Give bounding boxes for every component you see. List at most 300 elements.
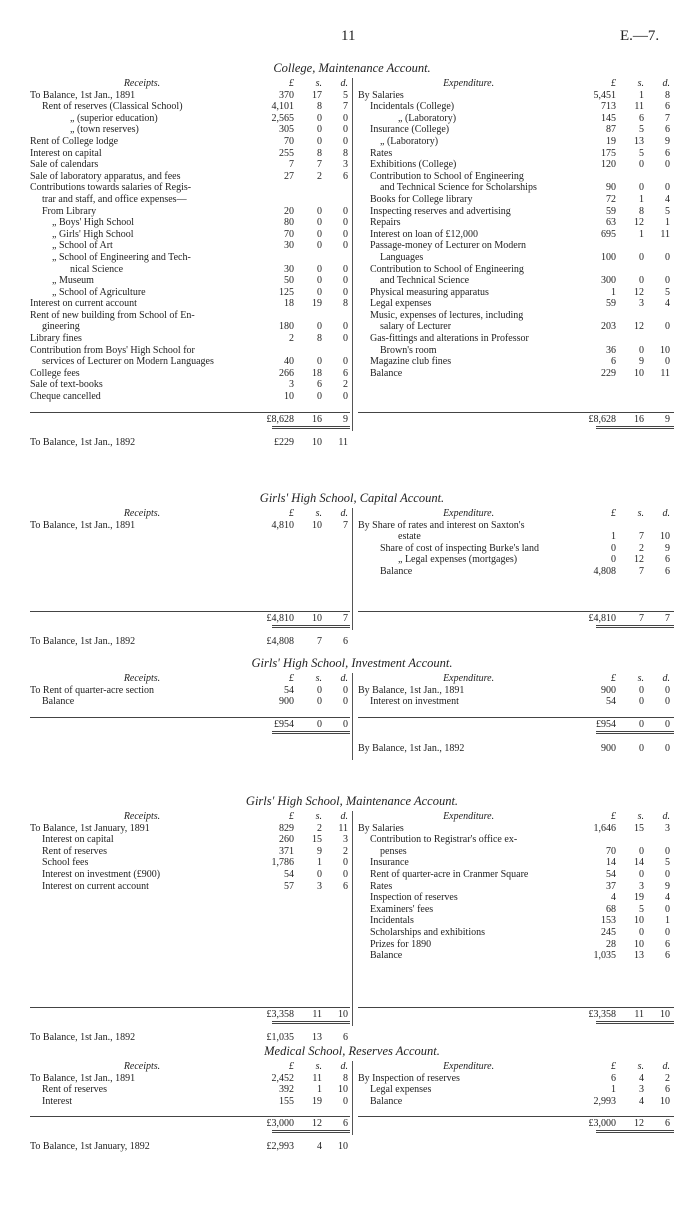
receipt-row: [30, 90, 350, 102]
expenditure-row-pounds: 0: [611, 542, 616, 554]
receipt-row-label: Sale of calendars: [30, 159, 99, 171]
receipt-row-label: Interest on current account: [42, 880, 149, 892]
receipts-heading-pounds-head: £: [289, 78, 294, 89]
receipts-heading-title: Receipts.: [123, 673, 161, 684]
expenditure-row: [358, 252, 674, 264]
receipt-row: [30, 823, 350, 835]
expenditure-heading: [358, 673, 674, 685]
expenditure-row: [358, 217, 674, 229]
expenditure-row-shillings: 0: [639, 275, 644, 287]
expenditure-row: [358, 554, 674, 566]
expenditure-row-pounds: 36: [606, 344, 616, 356]
expenditure-row-shillings: 0: [639, 696, 644, 708]
expenditure-row: [358, 1084, 674, 1096]
receipts-heading-title: Receipts.: [123, 508, 161, 519]
expenditure-row: [358, 520, 674, 532]
receipts-total-wrap: [30, 611, 350, 628]
receipt-row-shillings: 0: [317, 356, 322, 368]
receipts-heading: [30, 78, 350, 90]
closing-balance-pounds: 900: [601, 742, 616, 754]
expenditure-row-label: Share of cost of inspecting Burke's land: [380, 542, 539, 554]
expenditure-row: [358, 1096, 674, 1108]
expenditure-row-pence: 4: [665, 298, 670, 310]
receipt-row-shillings: 0: [317, 112, 322, 124]
account-columns: [30, 811, 674, 1048]
receipt-row-pence: 7: [343, 519, 348, 531]
expenditure-column: [358, 811, 674, 1024]
expenditure-total-rule: [596, 426, 674, 429]
expenditure-row-label: Gas-fittings and alterations in Professor: [370, 333, 529, 345]
expenditure-heading-pence-head: d.: [662, 78, 670, 89]
closing-balance-pounds: £1,035: [266, 1031, 294, 1043]
expenditure-total: [358, 717, 674, 731]
expenditure-row-shillings: 0: [639, 684, 644, 696]
expenditure-total-shillings: 7: [639, 612, 644, 624]
closing-balance: [30, 1141, 350, 1153]
receipt-row: [30, 252, 350, 264]
expenditure-row-shillings: 0: [639, 868, 644, 880]
expenditure-row-pence: 6: [665, 101, 670, 113]
receipt-row-pence: 0: [343, 205, 348, 217]
receipts-column: [30, 811, 350, 1044]
expenditure-row: [358, 206, 674, 218]
receipt-row-shillings: 2: [317, 170, 322, 182]
expenditure-row: [358, 950, 674, 962]
expenditure-row-label: Balance: [380, 565, 413, 577]
receipt-row: [30, 834, 350, 846]
expenditure-row: [358, 881, 674, 893]
expenditure-row: [358, 685, 674, 697]
receipt-row-label: College fees: [30, 367, 80, 379]
receipt-row-shillings: 17: [312, 89, 322, 101]
receipt-row-pounds: 3: [289, 379, 294, 391]
expenditure-spacer: [358, 708, 674, 714]
receipt-row: [30, 159, 350, 171]
receipt-row-label: „ School of Agriculture: [52, 286, 146, 298]
expenditure-row-pounds: 6: [611, 356, 616, 368]
receipt-row-pounds: 255: [279, 147, 294, 159]
receipt-row-shillings: 19: [312, 298, 322, 310]
expenditure-row-shillings: 10: [634, 938, 644, 950]
expenditure-row: [358, 333, 674, 345]
receipt-row: [30, 379, 350, 391]
expenditure-row-shillings: 19: [634, 892, 644, 904]
expenditure-row-pence: 0: [665, 275, 670, 287]
expenditure-total: [358, 1007, 674, 1021]
receipt-row-pounds: 30: [284, 240, 294, 252]
receipt-row-pounds: 30: [284, 263, 294, 275]
expenditure-row: [358, 136, 674, 148]
expenditure-row-shillings: 2: [639, 542, 644, 554]
expenditure-row-label: salary of Lecturer: [380, 321, 452, 333]
expenditure-row: [358, 124, 674, 136]
receipt-row-shillings: 0: [317, 124, 322, 136]
expenditure-row-pence: 0: [665, 321, 670, 333]
closing-balance-shillings: 7: [317, 635, 322, 647]
receipt-row: [30, 846, 350, 858]
expenditure-row: [358, 159, 674, 171]
receipt-row: [30, 124, 350, 136]
closing-balance-exp: [358, 743, 674, 755]
receipts-total-shillings: 0: [317, 718, 322, 730]
expenditure-row-label: Interest on investment: [370, 696, 459, 708]
receipt-row-pence: 0: [343, 112, 348, 124]
expenditure-row-pence: 9: [665, 542, 670, 554]
receipts-spacer: [30, 403, 350, 409]
expenditure-row-pounds: 59: [606, 298, 616, 310]
expenditure-row-label: Music, expenses of lectures, including: [370, 309, 524, 321]
expenditure-row-pounds: 713: [601, 101, 616, 113]
expenditure-heading: [358, 1061, 674, 1073]
expenditure-row-pounds: 5,451: [593, 89, 616, 101]
receipts-heading-title: Receipts.: [123, 78, 161, 89]
receipt-row-pence: 8: [343, 147, 348, 159]
receipt-row-pence: 3: [343, 834, 348, 846]
expenditure-row-label: Languages: [380, 251, 424, 263]
expenditure-row-label: Contribution to School of Engineering: [370, 263, 524, 275]
receipt-row: [30, 298, 350, 310]
receipt-row-shillings: 0: [317, 275, 322, 287]
expenditure-row-label: Legal expenses: [370, 1084, 432, 1096]
expenditure-row: [358, 229, 674, 241]
receipt-row-label: Interest on current account: [30, 298, 137, 310]
closing-balance: [30, 437, 350, 449]
expenditure-row: [358, 1073, 674, 1085]
receipts-total-pounds: £954: [274, 718, 294, 730]
receipt-row-label: „ Boys' High School: [52, 217, 135, 229]
expenditure-row-pence: 2: [665, 1072, 670, 1084]
receipt-row-label: Rent of reserves: [42, 845, 107, 857]
receipts-column: [30, 673, 350, 734]
receipt-row-pounds: 4,101: [271, 101, 294, 113]
expenditure-heading-pence-head: d.: [662, 1061, 670, 1072]
expenditure-row-shillings: 7: [639, 565, 644, 577]
closing-balance-pence: 0: [665, 742, 670, 754]
expenditure-row: [358, 846, 674, 858]
receipt-row-pence: 0: [343, 356, 348, 368]
receipt-row-label: Contributions towards salaries of Regis-: [30, 182, 192, 194]
receipt-row: [30, 275, 350, 287]
receipt-row-pence: 0: [343, 286, 348, 298]
expenditure-row-label: Scholarships and exhibitions: [370, 926, 485, 938]
expenditure-total-pence: 10: [660, 1008, 670, 1020]
document-code: E.—7.: [620, 28, 660, 44]
expenditure-column: [358, 673, 674, 755]
closing-balance: [30, 636, 350, 648]
account-columns: [30, 673, 674, 758]
receipt-row-label: Rent of new building from School of En-: [30, 309, 195, 321]
receipts-total-shillings: 11: [312, 1008, 322, 1020]
expenditure-row: [358, 310, 674, 322]
receipt-row-pounds: 70: [284, 228, 294, 240]
receipt-row: [30, 101, 350, 113]
receipt-row-pounds: 70: [284, 135, 294, 147]
receipt-row-shillings: 0: [317, 217, 322, 229]
receipt-row-pence: 0: [343, 135, 348, 147]
receipts-heading-pence-head: d.: [340, 508, 348, 519]
receipt-row-shillings: 0: [317, 286, 322, 298]
receipt-row-shillings: 1: [317, 857, 322, 869]
expenditure-row-label: and Technical Science: [380, 275, 470, 287]
receipt-row-shillings: 1: [317, 1084, 322, 1096]
receipt-row-label: gineering: [42, 321, 80, 333]
expenditure-row-shillings: 10: [634, 915, 644, 927]
expenditure-row: [358, 857, 674, 869]
expenditure-heading-title: Expenditure.: [443, 673, 495, 684]
receipt-row: [30, 391, 350, 403]
receipt-row-label: trar and staff, and office expenses—: [42, 193, 187, 205]
expenditure-row: [358, 368, 674, 380]
receipts-spacer: [30, 531, 350, 607]
receipt-row-pounds: 7: [289, 159, 294, 171]
column-divider: [352, 78, 353, 431]
expenditure-row-shillings: 14: [634, 857, 644, 869]
receipt-row-pence: 0: [343, 868, 348, 880]
expenditure-row-pence: 0: [665, 696, 670, 708]
expenditure-heading-pounds-head: £: [611, 508, 616, 519]
receipt-row: [30, 1096, 350, 1108]
receipt-row-shillings: 19: [312, 1095, 322, 1107]
expenditure-row-pence: 5: [665, 286, 670, 298]
receipt-row: [30, 321, 350, 333]
expenditure-row-label: Physical measuring apparatus: [370, 286, 489, 298]
expenditure-heading-pounds-head: £: [611, 673, 616, 684]
closing-balance-label: To Balance, 1st Jan., 1892: [30, 1031, 136, 1043]
expenditure-row-label: Exhibitions (College): [370, 159, 457, 171]
receipt-row-pence: 8: [343, 1072, 348, 1084]
expenditure-row-shillings: 6: [639, 112, 644, 124]
expenditure-row-pence: 6: [665, 938, 670, 950]
expenditure-row-pence: 5: [665, 857, 670, 869]
receipt-row-label: services of Lecturer on Modern Languages: [42, 356, 214, 368]
closing-balance-pence: 10: [338, 1141, 348, 1153]
receipt-row: [30, 113, 350, 125]
expenditure-row-pence: 10: [660, 531, 670, 543]
expenditure-row-pence: 3: [665, 822, 670, 834]
receipt-row-shillings: 0: [317, 684, 322, 696]
receipt-row-shillings: 15: [312, 834, 322, 846]
expenditure-row-pounds: 6: [611, 1072, 616, 1084]
receipt-row-label: Sale of text-books: [30, 379, 103, 391]
receipts-heading-title: Receipts.: [123, 1061, 161, 1072]
expenditure-row-label: estate: [398, 531, 421, 543]
receipt-row-pounds: 829: [279, 822, 294, 834]
expenditure-row-shillings: 5: [639, 124, 644, 136]
expenditure-row-pounds: 100: [601, 251, 616, 263]
expenditure-row: [358, 543, 674, 555]
receipt-row-pounds: 125: [279, 286, 294, 298]
expenditure-row-pence: 6: [665, 554, 670, 566]
receipt-row-label: Contribution from Boys' High School for: [30, 344, 195, 356]
expenditure-row-label: Interest on loan of £12,000: [370, 228, 479, 240]
expenditure-row-pounds: 4,808: [593, 565, 616, 577]
expenditure-heading-shillings-head: s.: [637, 673, 644, 684]
closing-balance: [30, 1032, 350, 1044]
expenditure-row-shillings: 12: [634, 321, 644, 333]
expenditure-row-pounds: 90: [606, 182, 616, 194]
expenditure-row-pounds: 4: [611, 892, 616, 904]
receipts-heading-pounds-head: £: [289, 811, 294, 822]
receipts-total-pence: 0: [343, 718, 348, 730]
expenditure-heading: [358, 78, 674, 90]
receipt-row-label: School fees: [42, 857, 89, 869]
receipt-row-pence: 0: [343, 333, 348, 345]
expenditure-total-pounds: £3,358: [588, 1008, 616, 1020]
expenditure-total-wrap: [358, 1116, 674, 1133]
receipt-row-shillings: 9: [317, 845, 322, 857]
expenditure-row-label: Contribution to School of Engineering: [370, 170, 524, 182]
expenditure-row-pence: 5: [665, 205, 670, 217]
expenditure-row-label: Incidentals (College): [370, 101, 455, 113]
closing-balance-label: To Balance, 1st Jan., 1892: [30, 635, 136, 647]
expenditure-total-pence: 6: [665, 1118, 670, 1130]
expenditure-spacer: [358, 1107, 674, 1113]
receipt-row: [30, 194, 350, 206]
receipts-total-wrap: [30, 717, 350, 734]
receipt-row-pounds: 80: [284, 217, 294, 229]
expenditure-row-shillings: 0: [639, 182, 644, 194]
receipt-row-shillings: 3: [317, 880, 322, 892]
expenditure-row-label: „ (Laboratory): [398, 112, 457, 124]
receipt-row-pence: 0: [343, 391, 348, 403]
expenditure-row-label: By Salaries: [358, 89, 404, 101]
account-section: [30, 490, 674, 652]
receipt-row-label: Cheque cancelled: [30, 391, 101, 403]
expenditure-row-shillings: 11: [634, 101, 644, 113]
expenditure-row-label: Magazine club fines: [370, 356, 452, 368]
receipt-row-pence: 2: [343, 379, 348, 391]
closing-balance-label: To Balance, 1st January, 1892: [30, 1141, 150, 1153]
receipts-spacer: [30, 708, 350, 714]
receipts-heading-shillings-head: s.: [315, 811, 322, 822]
expenditure-row-pounds: 2,993: [593, 1095, 616, 1107]
expenditure-row-pence: 0: [665, 845, 670, 857]
expenditure-row: [358, 939, 674, 951]
receipt-row: [30, 1084, 350, 1096]
receipts-heading-pence-head: d.: [340, 1061, 348, 1072]
receipt-row: [30, 356, 350, 368]
expenditure-row: [358, 566, 674, 578]
receipt-row: [30, 240, 350, 252]
closing-balance-shillings: 10: [312, 436, 322, 448]
expenditure-row: [358, 171, 674, 183]
expenditure-row-pounds: 0: [611, 554, 616, 566]
expenditure-row: [358, 823, 674, 835]
receipt-row-pence: 7: [343, 101, 348, 113]
receipt-row-pounds: 54: [284, 868, 294, 880]
receipt-row-label: Interest on investment (£900): [42, 868, 161, 880]
expenditure-row-pounds: 1: [611, 1084, 616, 1096]
expenditure-row-pence: 0: [665, 903, 670, 915]
expenditure-total-wrap: [358, 1007, 674, 1024]
receipt-row-pounds: 392: [279, 1084, 294, 1096]
receipt-row-shillings: 0: [317, 391, 322, 403]
expenditure-row-pounds: 54: [606, 696, 616, 708]
expenditure-total-pounds: £954: [596, 718, 616, 730]
receipt-row-shillings: 8: [317, 147, 322, 159]
receipt-row: [30, 136, 350, 148]
receipt-row-pounds: 50: [284, 275, 294, 287]
account-title: Girls' High School, Investment Account.: [251, 656, 453, 670]
expenditure-total-rule: [596, 1130, 674, 1133]
expenditure-row-pence: 10: [660, 344, 670, 356]
receipts-column: [30, 1061, 350, 1153]
expenditure-total: [358, 1116, 674, 1130]
receipt-row-pounds: 371: [279, 845, 294, 857]
expenditure-row-shillings: 13: [634, 950, 644, 962]
expenditure-row-shillings: 3: [639, 1084, 644, 1096]
expenditure-row-label: Rates: [370, 880, 393, 892]
expenditure-row: [358, 321, 674, 333]
receipts-column: [30, 78, 350, 449]
expenditure-row-shillings: 8: [639, 205, 644, 217]
expenditure-row-shillings: 7: [639, 531, 644, 543]
receipt-row-shillings: 10: [312, 519, 322, 531]
receipt-row-shillings: 0: [317, 263, 322, 275]
receipt-row-label: Interest on capital: [42, 834, 114, 846]
closing-balance-pence: 6: [343, 1031, 348, 1043]
expenditure-row-pence: 4: [665, 892, 670, 904]
expenditure-row-shillings: 3: [639, 298, 644, 310]
expenditure-heading-title: Expenditure.: [443, 78, 495, 89]
receipt-row: [30, 182, 350, 194]
expenditure-column: [358, 78, 674, 429]
receipt-row-shillings: 2: [317, 822, 322, 834]
expenditure-row-label: By Balance, 1st Jan., 1891: [358, 684, 465, 696]
receipt-row-label: To Balance, 1st Jan., 1891: [30, 519, 136, 531]
receipt-row: [30, 217, 350, 229]
expenditure-row-pence: 0: [665, 356, 670, 368]
expenditure-row-shillings: 0: [639, 251, 644, 263]
expenditure-row-label: Insurance (College): [370, 124, 450, 136]
receipts-heading-pounds-head: £: [289, 1061, 294, 1072]
expenditure-row-pence: 7: [665, 112, 670, 124]
expenditure-row-pence: 0: [665, 182, 670, 194]
closing-balance-pounds: £4,808: [266, 635, 294, 647]
closing-balance-pounds: £229: [274, 436, 294, 448]
receipt-row-pounds: 370: [279, 89, 294, 101]
receipt-row-label: „ Girls' High School: [52, 228, 134, 240]
column-divider: [352, 673, 353, 760]
receipts-heading: [30, 673, 350, 685]
receipt-row-label: Balance: [42, 696, 75, 708]
closing-balance-label: To Balance, 1st Jan., 1892: [30, 436, 136, 448]
expenditure-total-wrap: [358, 611, 674, 628]
account-section: [30, 1043, 674, 1157]
receipt-row-pence: 0: [343, 217, 348, 229]
receipts-total-shillings: 16: [312, 413, 322, 425]
receipts-total-wrap: [30, 412, 350, 429]
expenditure-row-shillings: 10: [634, 367, 644, 379]
receipt-row-pence: 0: [343, 275, 348, 287]
receipt-row-pence: 0: [343, 263, 348, 275]
expenditure-row-shillings: 12: [634, 217, 644, 229]
receipt-row-pounds: 10: [284, 391, 294, 403]
expenditure-row-label: Books for College library: [370, 193, 473, 205]
receipt-row-pounds: 18: [284, 298, 294, 310]
expenditure-row-pounds: 1: [611, 286, 616, 298]
receipt-row: [30, 229, 350, 241]
account-columns: [30, 78, 674, 453]
receipts-total: [30, 1007, 350, 1021]
receipts-heading-pounds-head: £: [289, 673, 294, 684]
receipt-row: [30, 696, 350, 708]
expenditure-row-label: Incidentals: [370, 915, 414, 927]
account-section: [30, 655, 674, 758]
receipt-row: [30, 333, 350, 345]
receipt-row-pence: 6: [343, 880, 348, 892]
expenditure-row-label: By Share of rates and interest on Saxton's: [358, 519, 525, 531]
